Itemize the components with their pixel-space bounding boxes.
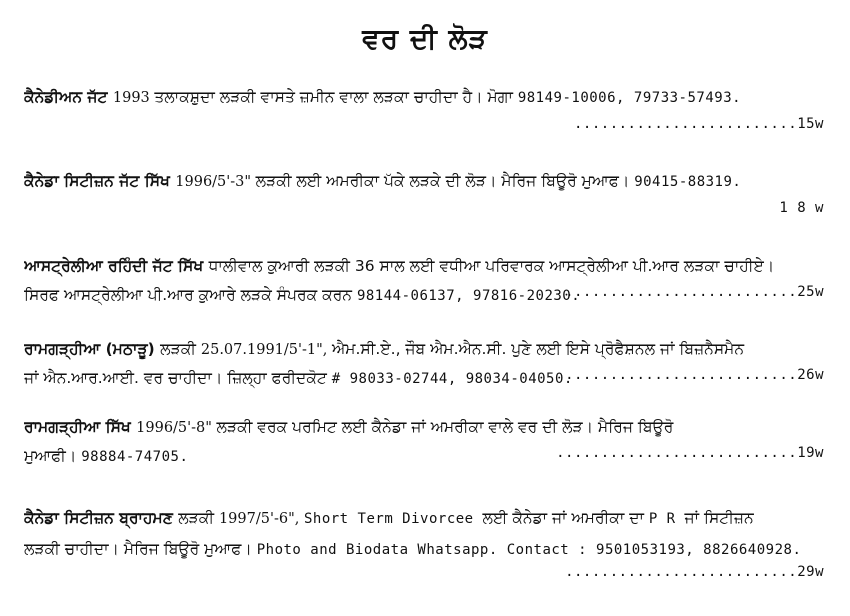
ad-heading: ਰਾਮਗੜ੍ਹੀਆ (ਮਠਾੜੂ) xyxy=(24,340,161,358)
ad-6-line-1 xyxy=(24,507,830,530)
ad-code: ...........................19w xyxy=(556,445,824,461)
ad-detail: 25.07.1991/5'-1", xyxy=(200,342,333,358)
ad-heading: ਰਾਮਗੜ੍ਹੀਆ ਸਿੱਖ xyxy=(24,418,137,436)
ad-text: ਜਾਂ ਸਿਟੀਜ਼ਨ xyxy=(684,509,754,527)
ad-detail: P R xyxy=(648,511,685,527)
ad-detail: 1997/5'-6", xyxy=(218,511,304,527)
ad-2-line-1 xyxy=(24,170,830,193)
ad-detail: # 98033-02744, 98034-04050. xyxy=(331,371,573,387)
ad-heading: ਕੈਨੇਡਾ ਸਿਟੀਜ਼ਨ ਜੱਟ ਸਿੱਖ xyxy=(24,172,176,190)
ad-text: ਧਾਲੀਵਾਲ ਕੁਆਰੀ ਲੜਕੀ 36 ਸਾਲ ਲਈ ਵਧੀਆ ਪਰਿਵਾਰਕ ਆਸਟ੍ਰੇਲੀਆ ਪੀ.ਆਰ ਲੜਕਾ ਚਾਹੀਏ। xyxy=(208,257,775,275)
ad-code: 1 8 w xyxy=(779,200,824,216)
ad-detail: 1996/5'-8" xyxy=(136,420,217,436)
ad-text: ਲੜਕੀ ਲਈ ਅਮਰੀਕਾ ਪੱਕੇ ਲੜਕੇ ਦੀ ਲੋੜ। ਮੈਰਿਜ ਬਿਊਰੋ ਮੁਆਫ। xyxy=(255,172,635,190)
ad-code: ..........................26w xyxy=(565,367,824,383)
ad-detail: Photo and Biodata Whatsapp. Contact : 9501053193, 8826640928. xyxy=(256,542,802,558)
ad-detail: 98144-06137, 97816-20230. xyxy=(356,288,581,304)
ad-text: ਲੜਕੀ ਚਾਹੀਦਾ। ਮੈਰਿਜ ਬਿਊਰੋ ਮੁਆਫ। xyxy=(24,540,257,558)
ad-heading: ਕੈਨੇਡੀਅਨ ਜੱਟ xyxy=(24,88,113,106)
ad-6-line-2 xyxy=(24,538,830,561)
ad-code: .........................15w xyxy=(573,116,824,132)
ad-detail: 98884-74705. xyxy=(81,449,189,465)
page-title: ਵਰ ਦੀ ਲੋੜ xyxy=(362,22,488,55)
ad-code: ..........................29w xyxy=(565,564,824,580)
ad-detail: 98149-10006, 79733-57493. xyxy=(517,90,742,106)
ad-5-line-1 xyxy=(24,416,830,439)
ad-3-line-1 xyxy=(24,255,830,277)
ad-text: ਜਾਂ ਐਨ.ਆਰ.ਆਈ. ਵਰ ਚਾਹੀਦਾ। ਜ਼ਿਲ੍ਹਾ ਫਰੀਦਕੋਟ xyxy=(24,369,332,387)
ad-text: ਮੁਆਫੀ। xyxy=(24,447,82,465)
ad-heading: ਆਸਟ੍ਰੇਲੀਆ ਰਹਿੰਦੀ ਜੱਟ ਸਿੱਖ xyxy=(24,257,209,275)
ad-detail: 1993 xyxy=(112,90,155,106)
ad-detail: 90415-88319. xyxy=(634,174,742,190)
ad-detail: Short Term Divorcee xyxy=(303,511,483,527)
ad-text: ਲੜਕੀ ਵਰਕ ਪਰਮਿਟ ਲਈ ਕੈਨੇਡਾ ਜਾਂ ਅਮਰੀਕਾ ਵਾਲੇ ਵਰ ਦੀ ਲੋੜ। ਮੈਰਿਜ ਬਿਊਰੋ xyxy=(216,418,674,436)
ad-text: ਲੜਕੀ xyxy=(160,340,201,358)
ad-text: ਸਿਰਫ ਆਸਟ੍ਰੇਲੀਆ ਪੀ.ਆਰ ਕੁਆਰੇ ਲੜਕੇ ਸੰਪਰਕ ਕਰਨ xyxy=(24,286,357,304)
ad-text: ਲੜਕੀ xyxy=(178,509,219,527)
ad-text: ਤਲਾਕਸ਼ੁਦਾ ਲੜਕੀ ਵਾਸਤੇ ਜ਼ਮੀਨ ਵਾਲਾ ਲੜਕਾ ਚਾਹੀਦਾ ਹੈ। ਮੋਗਾ xyxy=(154,88,518,106)
ad-1-line-1 xyxy=(24,86,830,109)
ad-text: ਐਮ.ਸੀ.ਏ., ਜੌਬ ਐਮ.ਐਨ.ਸੀ. ਪੁਣੇ ਲਈ ਇਸੇ ਪ੍ਰੋਫੈਸ਼ਨਲ ਜਾਂ ਬਿਜ਼ਨੈਸਮੈਨ xyxy=(332,340,745,358)
ad-heading: ਕੈਨੇਡਾ ਸਿਟੀਜ਼ਨ ਬ੍ਰਾਹਮਣ xyxy=(24,509,179,527)
ad-detail: 1996/5'-3" xyxy=(175,174,256,190)
ad-text: ਲਈ ਕੈਨੇਡਾ ਜਾਂ ਅਮਰੀਕਾ ਦਾ xyxy=(482,509,649,527)
ad-4-line-1 xyxy=(24,338,830,361)
ad-code: ..........................25w xyxy=(565,284,824,300)
